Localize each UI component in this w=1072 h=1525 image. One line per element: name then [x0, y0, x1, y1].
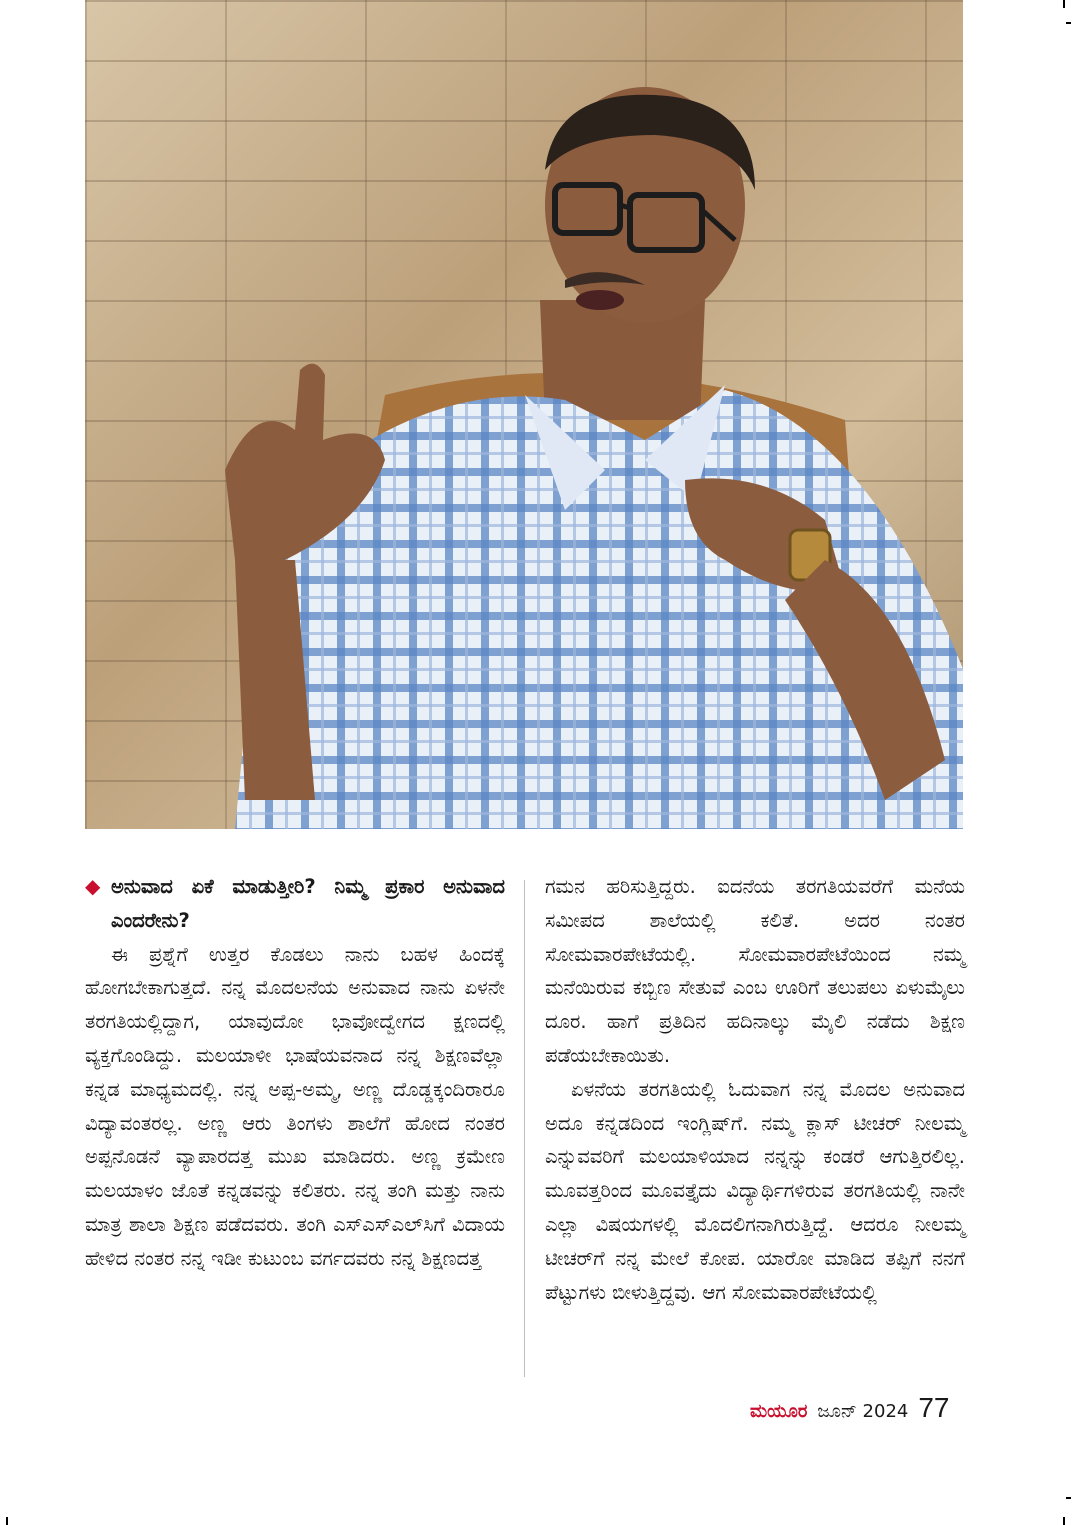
- article-column-1: [85, 870, 505, 1276]
- question-text: ಅನುವಾದ ಏಕೆ ಮಾಡುತ್ತೀರಿ? ನಿಮ್ಮ ಪ್ರಕಾರ ಅನುವಾದ ಎಂದರೇನು?: [111, 875, 505, 932]
- answer-paragraph: ಈ ಪ್ರಶ್ನೆಗೆ ಉತ್ತರ ಕೊಡಲು ನಾನು ಬಹಳ ಹಿಂದಕ್ಕೆ ಹೋಗಬೇಕಾಗುತ್ತದೆ. ನನ್ನ ಮೊದಲನೆಯ ಅನುವಾದ ನಾನು ಏಳನೇ ತರಗತಿಯಲ್ಲಿದ್ದಾಗ, ಯಾವುದೋ ಭಾವೋದ್ವೇಗದ ಕ್ಷಣದಲ್ಲಿ ವ್ಯಕ್ತಗೊಂಡಿದ್ದು. ಮಲಯಾಳೀ ಭಾಷೆಯವನಾದ ನನ್ನ ಶಿಕ್ಷಣವೆಲ್ಲಾ ಕನ್ನಡ ಮಾಧ್ಯಮದಲ್ಲಿ. ನನ್ನ ಅಪ್ಪ-ಅಮ್ಮ, ಅಣ್ಣ ದೊಡ್ಡಕ್ಕಂದಿರಾರೂ ವಿದ್ಯಾವಂತರಲ್ಲ. ಅಣ್ಣ ಆರು ತಿಂಗಳು ಶಾಲೆಗೆ ಹೋದ ನಂತರ ಅಪ್ಪನೊಡನೆ ವ್ಯಾಪಾರದತ್ತ ಮುಖ ಮಾಡಿದರು. ಅಣ್ಣ ಕ್ರಮೇಣ ಮಲಯಾಳಂ ಜೊತೆ ಕನ್ನಡವನ್ನು ಕಲಿತರು. ನನ್ನ ತಂಗಿ ಮತ್ತು ನಾನು ಮಾತ್ರ ಶಾಲಾ ಶಿಕ್ಷಣ ಪಡೆದವರು. ತಂಗಿ ಎಸ್‌ಎಸ್‌ಎಲ್‌ಸಿಗೆ ವಿದಾಯ ಹೇಳಿದ ನಂತರ ನನ್ನ ಇಡೀ ಕುಟುಂಬ ವರ್ಗದವರು ನನ್ನ ಶಿಕ್ಷಣದತ್ತ: [85, 942, 505, 1270]
- crop-mark: [1066, 22, 1071, 24]
- issue-date: ಜೂನ್ 2024: [817, 1401, 909, 1422]
- portrait-photo: [85, 0, 963, 829]
- diamond-bullet-icon: ◆: [85, 874, 101, 898]
- crop-mark: [1063, 0, 1065, 8]
- answer-paragraph: ಏಳನೆಯ ತರಗತಿಯಲ್ಲಿ ಓದುವಾಗ ನನ್ನ ಮೊದಲ ಅನುವಾದ ಅದೂ ಕನ್ನಡದಿಂದ ಇಂಗ್ಲಿಷ್‌ಗೆ. ನಮ್ಮ ಕ್ಲಾಸ್ ಟೀಚರ್ ನೀಲಮ್ಮ ಎನ್ನುವವರಿಗೆ ಮಲಯಾಳಿಯಾದ ನನ್ನನ್ನು ಕಂಡರೆ ಆಗುತ್ತಿರಲಿಲ್ಲ. ಮೂವತ್ತರಿಂದ ಮೂವತ್ತೈದು ವಿದ್ಯಾರ್ಥಿಗಳಿರುವ ತರಗತಿಯಲ್ಲಿ ನಾನೇ ಎಲ್ಲಾ ವಿಷಯಗಳಲ್ಲಿ ಮೊದಲಿಗನಾಗಿರುತ್ತಿದ್ದೆ. ಆದರೂ ನೀಲಮ್ಮ ಟೀಚರ್‌ಗೆ ನನ್ನ ಮೇಲೆ ಕೋಪ. ಯಾರೋ ಮಾಡಿದ ತಪ್ಪಿಗೆ ನನಗೆ ಪೆಟ್ಟುಗಳು ಬೀಳುತ್ತಿದ್ದವು. ಆಗ ಸೋಮವಾರಪೇಟೆಯಲ್ಲಿ: [545, 1077, 965, 1304]
- crop-mark: [1066, 1497, 1071, 1499]
- article-column-2: [545, 870, 965, 1309]
- interview-question: [85, 870, 505, 938]
- column-divider: [524, 880, 525, 1377]
- crop-mark: [6, 1517, 8, 1525]
- magazine-brand: ಮಯೂರ: [750, 1401, 808, 1422]
- portrait-illustration: [85, 0, 963, 829]
- crop-mark: [1063, 1517, 1065, 1525]
- page-number: 77: [918, 1392, 950, 1423]
- page-footer: [750, 1392, 950, 1432]
- answer-paragraph: ಗಮನ ಹರಿಸುತ್ತಿದ್ದರು. ಐದನೆಯ ತರಗತಿಯವರೆಗೆ ಮನೆಯ ಸಮೀಪದ ಶಾಲೆಯಲ್ಲಿ ಕಲಿತೆ. ಅದರ ನಂತರ ಸೋಮವಾರಪೇಟೆಯಲ್ಲಿ. ಸೋಮವಾರಪೇಟೆಯಿಂದ ನಮ್ಮ ಮನೆಯಿರುವ ಕಬ್ಬಿಣ ಸೇತುವೆ ಎಂಬ ಊರಿಗೆ ತಲುಪಲು ಏಳುಮೈಲು ದೂರ. ಹಾಗೆ ಪ್ರತಿದಿನ ಹದಿನಾಲ್ಕು ಮೈಲಿ ನಡೆದು ಶಿಕ್ಷಣ ಪಡೆಯಬೇಕಾಯಿತು.: [545, 875, 965, 1067]
